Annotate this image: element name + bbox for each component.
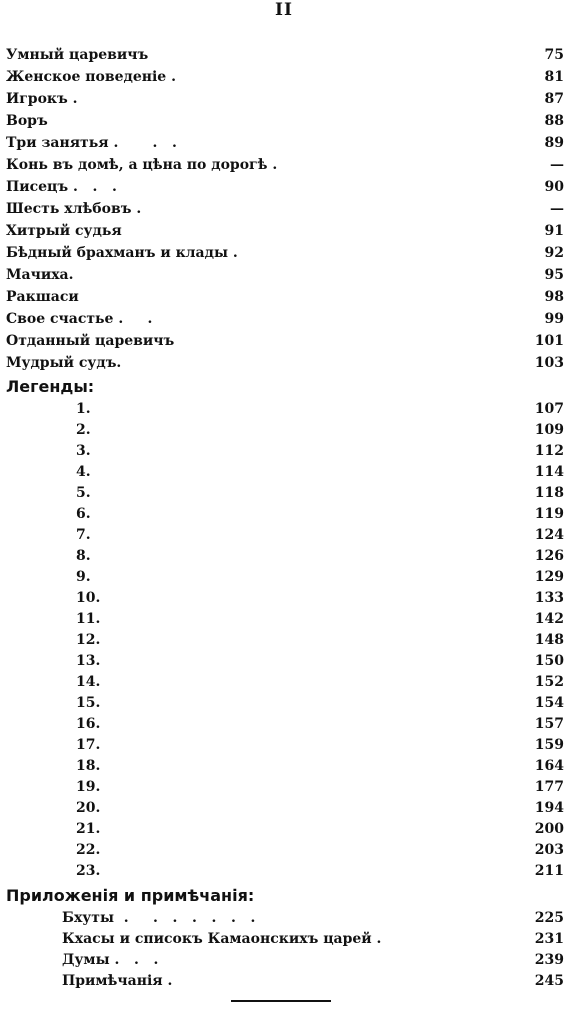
legend-entry xyxy=(6,588,564,609)
legend-entry xyxy=(6,777,564,798)
legend-entry-page: 157 xyxy=(534,716,564,732)
legend-entry xyxy=(6,609,564,630)
legend-entry-page: 177 xyxy=(534,779,564,795)
legend-entry xyxy=(6,693,564,714)
legend-entry-page: 211 xyxy=(534,863,564,879)
legend-entry-page: 148 xyxy=(534,632,564,648)
toc-entry-page: 101 xyxy=(534,333,564,349)
legend-entry-page: 114 xyxy=(534,464,564,480)
legend-entry xyxy=(6,483,564,504)
toc-entry xyxy=(6,89,564,110)
legend-entry xyxy=(6,798,564,819)
legend-entry-page: 124 xyxy=(534,527,564,543)
legend-entry xyxy=(6,672,564,693)
toc-entry-title: Писецъ . . . xyxy=(6,179,117,195)
legend-entry-number: 21. xyxy=(76,821,101,837)
legend-entry xyxy=(6,504,564,525)
toc-entry-title: Ракшаси xyxy=(6,289,79,305)
legend-entry-number: 18. xyxy=(76,758,101,774)
legend-entry-page: 118 xyxy=(534,485,564,501)
appendix-entry-title: Кхасы и списокъ Камаонскихъ царей . xyxy=(62,931,382,947)
legend-entry-page: 129 xyxy=(534,569,564,585)
legend-entry-number: 22. xyxy=(76,842,101,858)
legend-entry-number: 17. xyxy=(76,737,101,753)
appendix-entry-page: 225 xyxy=(534,910,564,926)
legend-entry-page: 119 xyxy=(534,506,564,522)
legend-entry-number: 7. xyxy=(76,527,91,543)
toc-entry-title: Шесть хлѣбовъ . xyxy=(6,201,142,217)
toc-entry-page: 88 xyxy=(544,113,564,129)
toc-entry-page: 103 xyxy=(534,355,564,371)
appendix-entry-title: Думы . . . xyxy=(62,952,159,968)
toc-entry xyxy=(6,155,564,176)
appendix-entry-page: 231 xyxy=(534,931,564,947)
appendix-entry xyxy=(6,971,564,992)
toc-entry-page: 99 xyxy=(544,311,564,327)
legend-entry xyxy=(6,420,564,441)
legend-entry xyxy=(6,462,564,483)
appendix-entry xyxy=(6,929,564,950)
toc-entry-title: Воръ xyxy=(6,113,48,129)
legend-entry-number: 20. xyxy=(76,800,101,816)
legend-entry-number: 14. xyxy=(76,674,101,690)
legend-entry xyxy=(6,735,564,756)
toc-entry-title: Мудрый судъ. xyxy=(6,355,122,371)
toc-entry xyxy=(6,67,564,88)
toc-entry xyxy=(6,309,564,330)
legend-entry-number: 16. xyxy=(76,716,101,732)
legend-entry xyxy=(6,714,564,735)
legend-entry-number: 9. xyxy=(76,569,91,585)
toc-entry xyxy=(6,243,564,264)
toc-entry xyxy=(6,353,564,374)
appendix-entry-title: Примѣчанія . xyxy=(62,973,173,989)
toc-entry xyxy=(6,199,564,220)
legend-entry-number: 15. xyxy=(76,695,101,711)
toc-entry-page: 81 xyxy=(544,69,564,85)
toc-entry-page: 89 xyxy=(544,135,564,151)
legend-entry-page: 109 xyxy=(534,422,564,438)
legend-entry-page: 200 xyxy=(534,821,564,837)
legend-entry-number: 13. xyxy=(76,653,101,669)
legend-entry-page: 126 xyxy=(534,548,564,564)
legend-entry-number: 1. xyxy=(76,401,91,417)
legend-entry-number: 8. xyxy=(76,548,91,564)
appendix-entry xyxy=(6,908,564,929)
legend-entry xyxy=(6,399,564,420)
legend-entry-page: 154 xyxy=(534,695,564,711)
legend-entry-page: 194 xyxy=(534,800,564,816)
legend-entry-number: 2. xyxy=(76,422,91,438)
legend-entry xyxy=(6,546,564,567)
appendix-heading: Приложенія и примѣчанія: xyxy=(6,886,255,905)
legend-entry-number: 11. xyxy=(76,611,101,627)
legend-entry-page: 164 xyxy=(534,758,564,774)
legend-entry-number: 19. xyxy=(76,779,101,795)
legend-entry-page: 152 xyxy=(534,674,564,690)
legend-entry xyxy=(6,840,564,861)
legends-heading: Легенды: xyxy=(6,377,95,396)
toc-entry xyxy=(6,221,564,242)
toc-entry-title: Игрокъ . xyxy=(6,91,78,107)
legend-entry-number: 3. xyxy=(76,443,91,459)
appendix-entry-page: 239 xyxy=(534,952,564,968)
legend-entry xyxy=(6,525,564,546)
legend-entry-page: 159 xyxy=(534,737,564,753)
toc-entry-page: — xyxy=(550,201,564,217)
toc-entry-title: Три занятья . . . xyxy=(6,135,177,151)
toc-entry-page: 95 xyxy=(544,267,564,283)
appendix-entry-page: 245 xyxy=(534,973,564,989)
appendix-entry-title: Бхуты . . . . . . . xyxy=(62,910,256,926)
toc-entry-page: 92 xyxy=(544,245,564,261)
legend-entry xyxy=(6,756,564,777)
legend-entry-number: 5. xyxy=(76,485,91,501)
toc-entry-page: 90 xyxy=(544,179,564,195)
legend-entry-page: 203 xyxy=(534,842,564,858)
legend-entry-page: 142 xyxy=(534,611,564,627)
toc-entry xyxy=(6,111,564,132)
toc-entry-page: 91 xyxy=(544,223,564,239)
toc-entry-title: Бѣдный брахманъ и клады . xyxy=(6,245,238,261)
toc-entry xyxy=(6,265,564,286)
legend-entry xyxy=(6,651,564,672)
legend-entry-number: 23. xyxy=(76,863,101,879)
toc-entry-title: Хитрый судья xyxy=(6,223,122,239)
toc-entry xyxy=(6,177,564,198)
toc-entry xyxy=(6,331,564,352)
legend-entry-number: 10. xyxy=(76,590,101,606)
page-number: II xyxy=(275,0,293,20)
legend-entry-page: 112 xyxy=(534,443,564,459)
legend-entry xyxy=(6,861,564,882)
toc-entry xyxy=(6,133,564,154)
toc-entry-title: Женское поведеніе . xyxy=(6,69,176,85)
toc-entry xyxy=(6,45,564,66)
toc-entry-title: Свое счастье . . xyxy=(6,311,153,327)
closing-rule xyxy=(231,1000,331,1002)
legend-entry xyxy=(6,630,564,651)
legend-entry xyxy=(6,567,564,588)
legend-entry-number: 6. xyxy=(76,506,91,522)
toc-entry xyxy=(6,287,564,308)
legend-entry-page: 107 xyxy=(534,401,564,417)
toc-entry-title: Мачиха. xyxy=(6,267,74,283)
toc-entry-page: 75 xyxy=(544,47,564,63)
toc-entry-page: 98 xyxy=(544,289,564,305)
legend-entry-number: 12. xyxy=(76,632,101,648)
appendix-entry xyxy=(6,950,564,971)
legend-entry-page: 133 xyxy=(534,590,564,606)
toc-entry-page: — xyxy=(550,157,564,173)
toc-entry-page: 87 xyxy=(544,91,564,107)
toc-entry-title: Отданный царевичъ xyxy=(6,333,175,349)
legend-entry xyxy=(6,441,564,462)
toc-entry-title: Конь въ домѣ, а цѣна по дорогѣ . xyxy=(6,157,278,173)
legend-entry xyxy=(6,819,564,840)
toc-entry-title: Умный царевичъ xyxy=(6,47,149,63)
legend-entry-number: 4. xyxy=(76,464,91,480)
legend-entry-page: 150 xyxy=(534,653,564,669)
